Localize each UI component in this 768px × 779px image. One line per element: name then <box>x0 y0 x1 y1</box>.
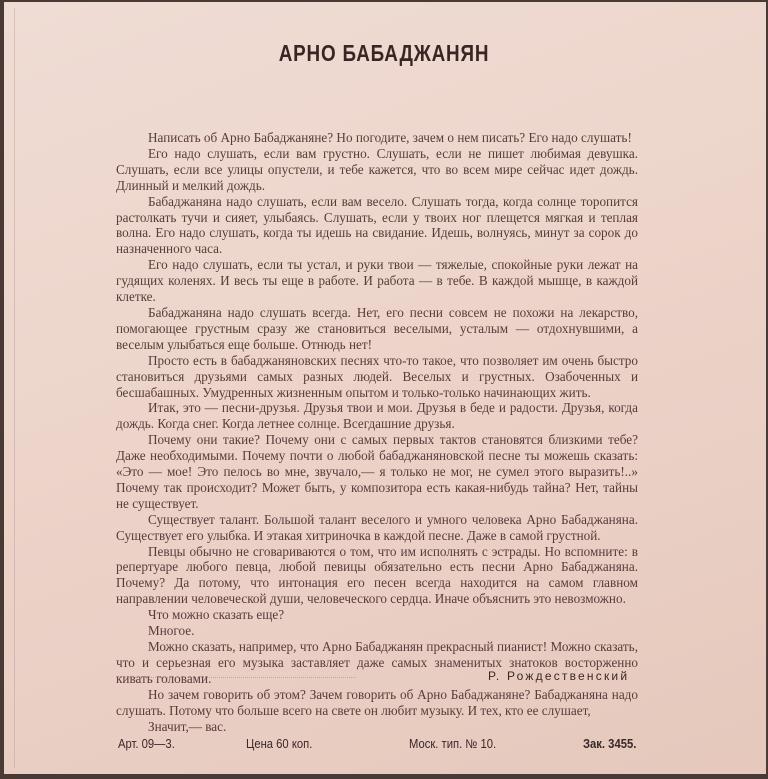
page-title: АРНО БАБАДЖАНЯН <box>278 40 490 66</box>
paragraph: Многое. <box>148 623 195 639</box>
paragraph: Почему они такие? Почему они с самых первых тактов становятся близкими тебе? Даже необходимыми. Почему почти о любой бабаджаняновской песне ты можешь сказать: «Это — мое! Это пелось во мне, звучало,— я только не мог, не сумел этого выразить!..» Почему так происходит? Может быть, у композитора есть какая-нибудь тайна? Нет, тайны не существует. <box>116 432 638 511</box>
paragraph: Певцы обычно не сговариваются о том, что им исполнять с эстрады. Но вспомните: в репертуаре любого певца, любой певицы обязательно есть песни Арно Бабаджаняна. Почему? Да потому, что интонация его песен всегда находится на самом главном направлении человеческой души, человеческого сердца. Иначе объяснить это невозможно. <box>116 543 638 607</box>
fold-line <box>14 8 15 768</box>
paragraph: Существует талант. Большой талант веселого и умного человека Арно Бабаджаняна. Существует его улыбка. И этакая хитриночка в каждой песне. Даже в самой грустной. <box>116 511 638 543</box>
faint-dotted-mark <box>116 677 356 679</box>
imprint-footer <box>0 737 768 757</box>
article-number: Арт. 09—3. <box>118 737 175 751</box>
paragraph: Что можно сказать еще? <box>148 607 285 623</box>
paragraph: Можно сказать, например, что Арно Бабаджанян прекрасный пианист! Можно сказать, что и серьезная его музыка заставляет даже самых знаменитых знатоков восторженно кивать головами. <box>116 639 638 686</box>
paragraph: Бабаджаняна надо слушать, если вам весело. Слушать тогда, когда солнце торопится растолкать тучи и сияет, улыбаясь. Слушать, если у твоих ног плещется мягкая и теплая волна. Его надо слушать, когда ты идешь на свидание. Идешь, волнуясь, минут за сорок до назначенного часа. <box>116 193 638 257</box>
paragraph: Бабаджаняна надо слушать всегда. Нет, его песни совсем не похожи на лекарство, помогающее грустным сразу же становиться веселыми, усталым — отдохнувшими, а веселым улыбаться еще больше. Отнюдь нет! <box>116 304 638 352</box>
author-signature: Р. Рождественский <box>488 669 630 683</box>
paragraph: Его надо слушать, если ты устал, и руки твои — тяжелые, спокойные руки лежат на гудящих коленях. И весь ты еще в работе. И работа — в тебе. В каждой мышце, в каждой клетке. <box>116 257 638 305</box>
paragraph: Итак, это — песни-друзья. Друзья твои и мои. Друзья в беде и радости. Друзья, когда дождь. Когда снег. Когда летнее солнце. Всегдашние друзья. <box>116 400 638 432</box>
paragraph: Но зачем говорить об этом? Зачем говорить об Арно Бабаджаняне? Бабаджаняна надо слушать. Потому что больше всего на свете он любит музыку. И тех, кто ее слушает, <box>116 686 638 718</box>
paragraph: Написать об Арно Бабаджаняне? Но погодите, зачем о нем писать? Его надо слушать! <box>148 130 632 145</box>
article-body <box>116 130 638 734</box>
price: Цена 60 коп. <box>246 737 313 751</box>
paragraph: Просто есть в бабаджаняновских песнях что-то такое, что позволяет им очень быстро становиться друзьями самых разных людей. Веселых и грустных. Озабоченных и бесшабашных. Умудренных жизненным опытом и только-только начинающих жить. <box>116 352 638 400</box>
paragraph: Значит,— вас. <box>148 718 227 734</box>
order-number: Зак. 3455. <box>583 737 637 751</box>
printer: Моск. тип. № 10. <box>409 737 497 751</box>
paragraph: Его надо слушать, если вам грустно. Слушать, если не пишет любимая девушка. Слушать, если все улицы опустели, и тебе кажется, что во всем мире сейчас идет дождь. Длинный и мелкий дождь. <box>116 145 638 193</box>
